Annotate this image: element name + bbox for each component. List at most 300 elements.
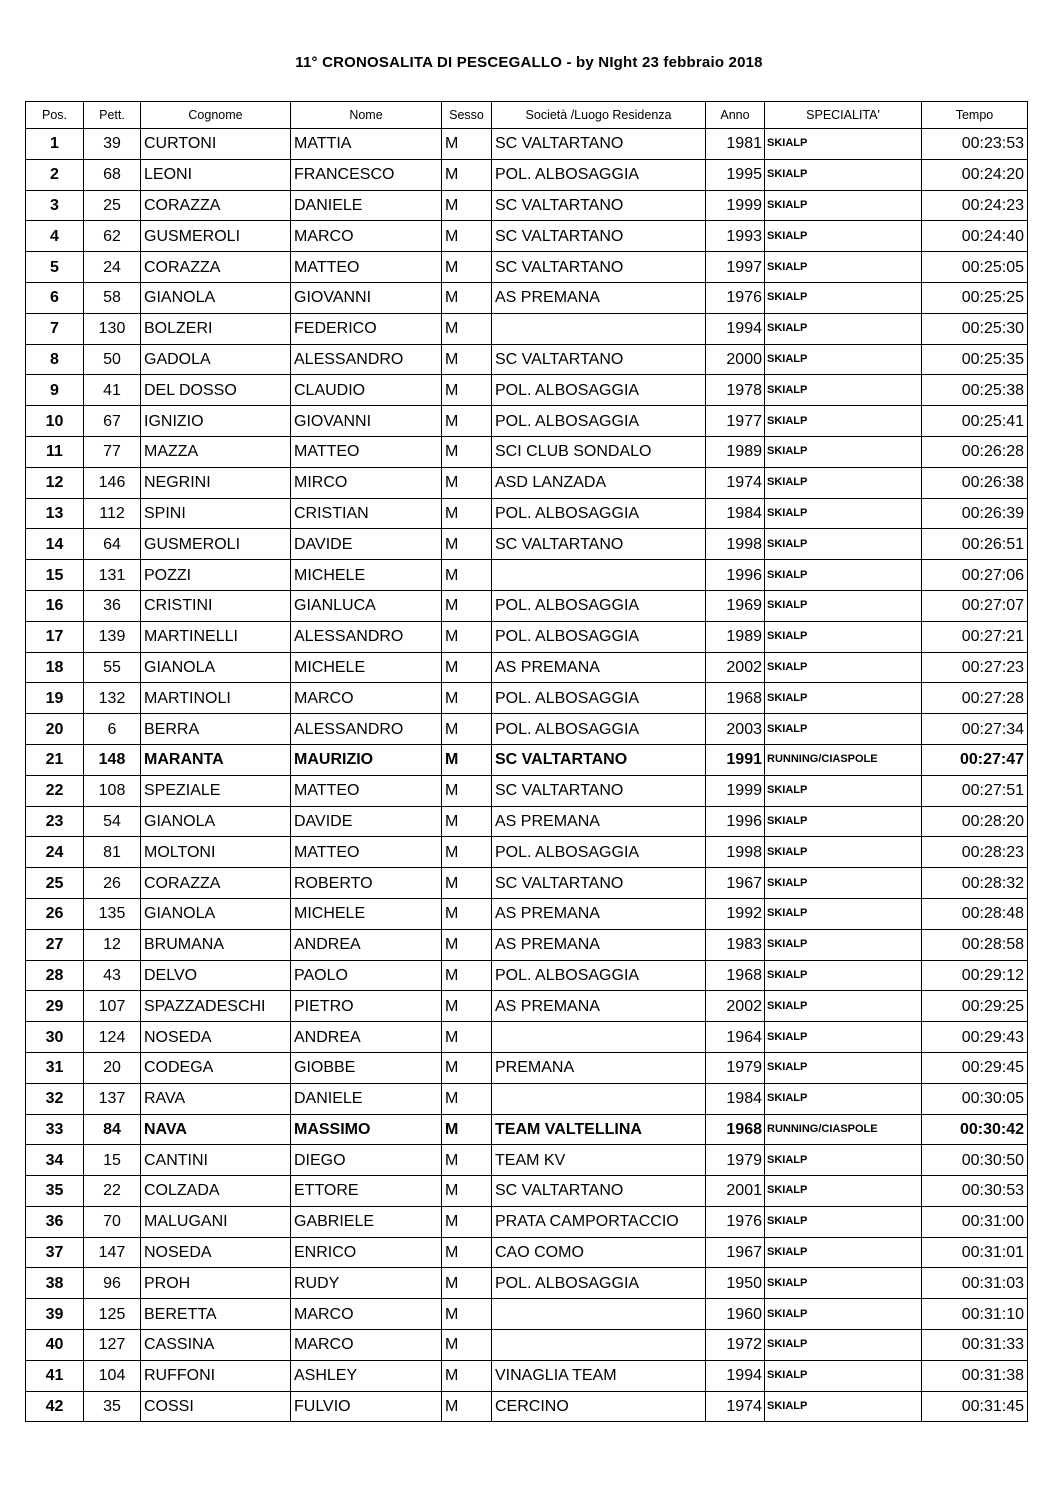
cell-nome: MARCO <box>291 1299 442 1330</box>
cell-specialita: SKIALP <box>765 1268 922 1299</box>
header-societa: Società /Luogo Residenza <box>492 102 706 129</box>
cell-anno: 1974 <box>706 1391 765 1422</box>
cell-societa: SC VALTARTANO <box>492 529 706 560</box>
cell-pos: 33 <box>26 1114 84 1145</box>
cell-specialita: SKIALP <box>765 929 922 960</box>
cell-sesso: M <box>442 159 492 190</box>
cell-societa: SC VALTARTANO <box>492 775 706 806</box>
cell-sesso: M <box>442 683 492 714</box>
cell-pos: 34 <box>26 1145 84 1176</box>
cell-pos: 20 <box>26 714 84 745</box>
cell-societa: AS PREMANA <box>492 929 706 960</box>
cell-pett: 104 <box>84 1360 141 1391</box>
cell-sesso: M <box>442 1299 492 1330</box>
cell-anno: 1968 <box>706 960 765 991</box>
table-row <box>26 129 1028 160</box>
table-row <box>26 1114 1028 1145</box>
cell-tempo: 00:31:10 <box>922 1299 1028 1330</box>
cell-sesso: M <box>442 652 492 683</box>
cell-nome: GIOVANNI <box>291 406 442 437</box>
table-row <box>26 898 1028 929</box>
cell-sesso: M <box>442 590 492 621</box>
cell-pett: 131 <box>84 560 141 591</box>
cell-societa: SC VALTARTANO <box>492 1176 706 1207</box>
cell-pos: 7 <box>26 313 84 344</box>
cell-pos: 4 <box>26 221 84 252</box>
cell-cognome: RAVA <box>141 1083 291 1114</box>
cell-tempo: 00:31:38 <box>922 1360 1028 1391</box>
cell-tempo: 00:26:38 <box>922 467 1028 498</box>
cell-anno: 1996 <box>706 560 765 591</box>
cell-societa: POL. ALBOSAGGIA <box>492 375 706 406</box>
cell-societa: POL. ALBOSAGGIA <box>492 159 706 190</box>
cell-specialita: SKIALP <box>765 529 922 560</box>
cell-anno: 1996 <box>706 806 765 837</box>
cell-cognome: DELVO <box>141 960 291 991</box>
cell-cognome: NEGRINI <box>141 467 291 498</box>
cell-tempo: 00:27:06 <box>922 560 1028 591</box>
cell-tempo: 00:27:47 <box>922 744 1028 775</box>
cell-pett: 6 <box>84 714 141 745</box>
cell-pos: 14 <box>26 529 84 560</box>
table-row <box>26 159 1028 190</box>
cell-pos: 24 <box>26 837 84 868</box>
cell-nome: MAURIZIO <box>291 744 442 775</box>
cell-pett: 68 <box>84 159 141 190</box>
cell-pett: 41 <box>84 375 141 406</box>
page-title: 11° CRONOSALITA DI PESCEGALLO - by NIght 23 febbraio 2018 <box>295 54 763 71</box>
cell-anno: 1967 <box>706 868 765 899</box>
cell-cognome: MOLTONI <box>141 837 291 868</box>
cell-societa <box>492 560 706 591</box>
cell-anno: 1989 <box>706 436 765 467</box>
cell-pett: 35 <box>84 1391 141 1422</box>
cell-pos: 22 <box>26 775 84 806</box>
table-row <box>26 960 1028 991</box>
cell-cognome: COLZADA <box>141 1176 291 1207</box>
cell-societa: AS PREMANA <box>492 652 706 683</box>
table-row <box>26 344 1028 375</box>
cell-cognome: CURTONI <box>141 129 291 160</box>
cell-pos: 39 <box>26 1299 84 1330</box>
cell-pos: 32 <box>26 1083 84 1114</box>
cell-tempo: 00:28:32 <box>922 868 1028 899</box>
cell-pett: 108 <box>84 775 141 806</box>
cell-specialita: RUNNING/CIASPOLE <box>765 744 922 775</box>
cell-nome: CLAUDIO <box>291 375 442 406</box>
cell-societa: POL. ALBOSAGGIA <box>492 714 706 745</box>
cell-pos: 19 <box>26 683 84 714</box>
cell-tempo: 00:30:50 <box>922 1145 1028 1176</box>
table-row <box>26 621 1028 652</box>
cell-pos: 10 <box>26 406 84 437</box>
cell-pett: 36 <box>84 590 141 621</box>
cell-cognome: CORAZZA <box>141 190 291 221</box>
cell-anno: 1997 <box>706 252 765 283</box>
cell-tempo: 00:29:12 <box>922 960 1028 991</box>
cell-anno: 1969 <box>706 590 765 621</box>
cell-nome: MIRCO <box>291 467 442 498</box>
cell-pett: 55 <box>84 652 141 683</box>
cell-pos: 12 <box>26 467 84 498</box>
cell-pos: 21 <box>26 744 84 775</box>
cell-tempo: 00:27:34 <box>922 714 1028 745</box>
table-row <box>26 1206 1028 1237</box>
cell-specialita: SKIALP <box>765 560 922 591</box>
cell-cognome: GIANOLA <box>141 806 291 837</box>
table-row <box>26 1268 1028 1299</box>
cell-nome: RUDY <box>291 1268 442 1299</box>
cell-sesso: M <box>442 252 492 283</box>
cell-societa: POL. ALBOSAGGIA <box>492 683 706 714</box>
cell-anno: 1981 <box>706 129 765 160</box>
cell-anno: 1967 <box>706 1237 765 1268</box>
cell-pos: 41 <box>26 1360 84 1391</box>
cell-sesso: M <box>442 1145 492 1176</box>
cell-cognome: COSSI <box>141 1391 291 1422</box>
cell-tempo: 00:30:53 <box>922 1176 1028 1207</box>
cell-societa: AS PREMANA <box>492 898 706 929</box>
table-row <box>26 190 1028 221</box>
cell-anno: 1977 <box>706 406 765 437</box>
cell-cognome: BOLZERI <box>141 313 291 344</box>
cell-societa: POL. ALBOSAGGIA <box>492 590 706 621</box>
cell-anno: 1998 <box>706 529 765 560</box>
cell-societa: POL. ALBOSAGGIA <box>492 837 706 868</box>
cell-pos: 38 <box>26 1268 84 1299</box>
cell-pett: 67 <box>84 406 141 437</box>
cell-tempo: 00:31:33 <box>922 1330 1028 1361</box>
cell-cognome: SPEZIALE <box>141 775 291 806</box>
cell-pos: 17 <box>26 621 84 652</box>
cell-pett: 70 <box>84 1206 141 1237</box>
cell-specialita: SKIALP <box>765 898 922 929</box>
table-row <box>26 1360 1028 1391</box>
cell-cognome: MAZZA <box>141 436 291 467</box>
cell-anno: 1976 <box>706 1206 765 1237</box>
cell-nome: GABRIELE <box>291 1206 442 1237</box>
cell-tempo: 00:31:01 <box>922 1237 1028 1268</box>
cell-tempo: 00:27:21 <box>922 621 1028 652</box>
cell-sesso: M <box>442 1022 492 1053</box>
cell-sesso: M <box>442 313 492 344</box>
cell-nome: CRISTIAN <box>291 498 442 529</box>
cell-nome: MICHELE <box>291 898 442 929</box>
cell-sesso: M <box>442 744 492 775</box>
cell-pett: 20 <box>84 1052 141 1083</box>
cell-societa: POL. ALBOSAGGIA <box>492 406 706 437</box>
cell-nome: FEDERICO <box>291 313 442 344</box>
cell-pos: 13 <box>26 498 84 529</box>
cell-sesso: M <box>442 806 492 837</box>
table-row <box>26 252 1028 283</box>
cell-cognome: CORAZZA <box>141 252 291 283</box>
cell-societa: ASD LANZADA <box>492 467 706 498</box>
cell-anno: 1950 <box>706 1268 765 1299</box>
table-row <box>26 683 1028 714</box>
cell-nome: MICHELE <box>291 652 442 683</box>
cell-societa: POL. ALBOSAGGIA <box>492 1268 706 1299</box>
cell-anno: 1964 <box>706 1022 765 1053</box>
cell-tempo: 00:25:30 <box>922 313 1028 344</box>
cell-societa: AS PREMANA <box>492 991 706 1022</box>
cell-pos: 5 <box>26 252 84 283</box>
cell-specialita: SKIALP <box>765 991 922 1022</box>
cell-pos: 30 <box>26 1022 84 1053</box>
cell-anno: 1972 <box>706 1330 765 1361</box>
table-row <box>26 868 1028 899</box>
cell-societa: AS PREMANA <box>492 282 706 313</box>
table-row <box>26 1022 1028 1053</box>
cell-pos: 6 <box>26 282 84 313</box>
cell-nome: ROBERTO <box>291 868 442 899</box>
cell-pos: 1 <box>26 129 84 160</box>
cell-specialita: SKIALP <box>765 960 922 991</box>
cell-tempo: 00:24:40 <box>922 221 1028 252</box>
cell-tempo: 00:28:20 <box>922 806 1028 837</box>
results-table <box>25 101 1028 1422</box>
cell-anno: 1979 <box>706 1052 765 1083</box>
cell-tempo: 00:25:05 <box>922 252 1028 283</box>
cell-sesso: M <box>442 344 492 375</box>
cell-nome: GIOBBE <box>291 1052 442 1083</box>
cell-pos: 8 <box>26 344 84 375</box>
cell-anno: 1978 <box>706 375 765 406</box>
cell-specialita: SKIALP <box>765 221 922 252</box>
cell-specialita: SKIALP <box>765 467 922 498</box>
cell-specialita: SKIALP <box>765 129 922 160</box>
cell-nome: DAVIDE <box>291 806 442 837</box>
cell-tempo: 00:29:45 <box>922 1052 1028 1083</box>
cell-nome: FULVIO <box>291 1391 442 1422</box>
cell-sesso: M <box>442 898 492 929</box>
table-row <box>26 652 1028 683</box>
cell-cognome: GIANOLA <box>141 652 291 683</box>
cell-specialita: SKIALP <box>765 1206 922 1237</box>
cell-nome: DANIELE <box>291 190 442 221</box>
cell-cognome: NAVA <box>141 1114 291 1145</box>
cell-nome: ASHLEY <box>291 1360 442 1391</box>
cell-pos: 26 <box>26 898 84 929</box>
cell-anno: 1993 <box>706 221 765 252</box>
cell-societa: TEAM KV <box>492 1145 706 1176</box>
cell-sesso: M <box>442 1052 492 1083</box>
cell-nome: MICHELE <box>291 560 442 591</box>
header-nome: Nome <box>291 102 442 129</box>
table-row <box>26 436 1028 467</box>
table-row <box>26 1083 1028 1114</box>
cell-specialita: SKIALP <box>765 1237 922 1268</box>
cell-tempo: 00:30:42 <box>922 1114 1028 1145</box>
cell-cognome: GADOLA <box>141 344 291 375</box>
cell-sesso: M <box>442 1206 492 1237</box>
cell-tempo: 00:26:39 <box>922 498 1028 529</box>
cell-nome: DIEGO <box>291 1145 442 1176</box>
table-row <box>26 1391 1028 1422</box>
cell-societa: CAO COMO <box>492 1237 706 1268</box>
cell-pett: 81 <box>84 837 141 868</box>
cell-societa <box>492 1022 706 1053</box>
table-row <box>26 221 1028 252</box>
cell-specialita: SKIALP <box>765 1052 922 1083</box>
cell-pett: 107 <box>84 991 141 1022</box>
cell-cognome: POZZI <box>141 560 291 591</box>
table-row <box>26 1237 1028 1268</box>
cell-tempo: 00:31:00 <box>922 1206 1028 1237</box>
header-row <box>26 102 1028 129</box>
cell-pett: 62 <box>84 221 141 252</box>
table-row <box>26 313 1028 344</box>
cell-pett: 112 <box>84 498 141 529</box>
table-row <box>26 1052 1028 1083</box>
cell-cognome: MARTINOLI <box>141 683 291 714</box>
cell-specialita: SKIALP <box>765 837 922 868</box>
cell-nome: MARCO <box>291 1330 442 1361</box>
cell-sesso: M <box>442 775 492 806</box>
cell-tempo: 00:27:28 <box>922 683 1028 714</box>
cell-societa: SCI CLUB SONDALO <box>492 436 706 467</box>
cell-nome: MARCO <box>291 221 442 252</box>
table-row <box>26 498 1028 529</box>
cell-specialita: SKIALP <box>765 652 922 683</box>
cell-cognome: IGNIZIO <box>141 406 291 437</box>
cell-sesso: M <box>442 991 492 1022</box>
cell-tempo: 00:28:23 <box>922 837 1028 868</box>
cell-societa: PRATA CAMPORTACCIO <box>492 1206 706 1237</box>
cell-specialita: SKIALP <box>765 190 922 221</box>
cell-sesso: M <box>442 1176 492 1207</box>
cell-pos: 27 <box>26 929 84 960</box>
cell-pos: 42 <box>26 1391 84 1422</box>
header-tempo: Tempo <box>922 102 1028 129</box>
cell-nome: MATTEO <box>291 837 442 868</box>
table-row <box>26 1145 1028 1176</box>
table-row <box>26 282 1028 313</box>
table-row <box>26 560 1028 591</box>
cell-pett: 84 <box>84 1114 141 1145</box>
cell-pett: 24 <box>84 252 141 283</box>
header-pett: Pett. <box>84 102 141 129</box>
cell-cognome: MARTINELLI <box>141 621 291 652</box>
cell-cognome: CRISTINI <box>141 590 291 621</box>
cell-nome: ETTORE <box>291 1176 442 1207</box>
cell-cognome: SPAZZADESCHI <box>141 991 291 1022</box>
cell-sesso: M <box>442 1330 492 1361</box>
table-row <box>26 744 1028 775</box>
cell-sesso: M <box>442 621 492 652</box>
cell-nome: MATTIA <box>291 129 442 160</box>
cell-anno: 1968 <box>706 1114 765 1145</box>
cell-specialita: SKIALP <box>765 313 922 344</box>
cell-specialita: SKIALP <box>765 868 922 899</box>
cell-tempo: 00:31:45 <box>922 1391 1028 1422</box>
cell-tempo: 00:27:07 <box>922 590 1028 621</box>
cell-pett: 12 <box>84 929 141 960</box>
cell-pett: 50 <box>84 344 141 375</box>
cell-tempo: 00:28:48 <box>922 898 1028 929</box>
cell-pos: 28 <box>26 960 84 991</box>
cell-pett: 77 <box>84 436 141 467</box>
cell-pett: 22 <box>84 1176 141 1207</box>
cell-sesso: M <box>442 1391 492 1422</box>
cell-cognome: GUSMEROLI <box>141 221 291 252</box>
table-row <box>26 806 1028 837</box>
cell-pett: 96 <box>84 1268 141 1299</box>
cell-tempo: 00:23:53 <box>922 129 1028 160</box>
cell-pett: 124 <box>84 1022 141 1053</box>
cell-societa: PREMANA <box>492 1052 706 1083</box>
cell-societa <box>492 313 706 344</box>
cell-tempo: 00:30:05 <box>922 1083 1028 1114</box>
cell-sesso: M <box>442 221 492 252</box>
cell-pett: 148 <box>84 744 141 775</box>
cell-cognome: BERETTA <box>141 1299 291 1330</box>
cell-pos: 37 <box>26 1237 84 1268</box>
cell-anno: 1984 <box>706 1083 765 1114</box>
cell-specialita: SKIALP <box>765 1330 922 1361</box>
table-row <box>26 1330 1028 1361</box>
cell-nome: DANIELE <box>291 1083 442 1114</box>
cell-sesso: M <box>442 1083 492 1114</box>
cell-nome: FRANCESCO <box>291 159 442 190</box>
table-row <box>26 775 1028 806</box>
cell-societa: POL. ALBOSAGGIA <box>492 498 706 529</box>
table-row <box>26 1176 1028 1207</box>
cell-nome: GIANLUCA <box>291 590 442 621</box>
cell-nome: ALESSANDRO <box>291 714 442 745</box>
cell-sesso: M <box>442 960 492 991</box>
cell-anno: 2001 <box>706 1176 765 1207</box>
cell-sesso: M <box>442 1360 492 1391</box>
cell-tempo: 00:26:51 <box>922 529 1028 560</box>
cell-anno: 1999 <box>706 775 765 806</box>
cell-sesso: M <box>442 837 492 868</box>
cell-specialita: SKIALP <box>765 775 922 806</box>
cell-sesso: M <box>442 436 492 467</box>
cell-anno: 2000 <box>706 344 765 375</box>
cell-tempo: 00:29:25 <box>922 991 1028 1022</box>
cell-pos: 9 <box>26 375 84 406</box>
table-row <box>26 406 1028 437</box>
header-specialita: SPECIALITA' <box>765 102 922 129</box>
cell-pett: 25 <box>84 190 141 221</box>
cell-specialita: SKIALP <box>765 498 922 529</box>
cell-specialita: SKIALP <box>765 252 922 283</box>
cell-anno: 1991 <box>706 744 765 775</box>
cell-specialita: SKIALP <box>765 1299 922 1330</box>
cell-sesso: M <box>442 714 492 745</box>
cell-nome: PAOLO <box>291 960 442 991</box>
cell-cognome: LEONI <box>141 159 291 190</box>
cell-societa: SC VALTARTANO <box>492 129 706 160</box>
cell-pos: 15 <box>26 560 84 591</box>
cell-pett: 58 <box>84 282 141 313</box>
cell-societa: VINAGLIA TEAM <box>492 1360 706 1391</box>
cell-specialita: SKIALP <box>765 1176 922 1207</box>
cell-specialita: SKIALP <box>765 406 922 437</box>
cell-tempo: 00:31:03 <box>922 1268 1028 1299</box>
table-row <box>26 714 1028 745</box>
cell-societa: SC VALTARTANO <box>492 344 706 375</box>
cell-societa: AS PREMANA <box>492 806 706 837</box>
cell-societa: TEAM VALTELLINA <box>492 1114 706 1145</box>
cell-cognome: DEL DOSSO <box>141 375 291 406</box>
cell-sesso: M <box>442 1114 492 1145</box>
cell-sesso: M <box>442 129 492 160</box>
cell-anno: 1974 <box>706 467 765 498</box>
cell-pos: 36 <box>26 1206 84 1237</box>
cell-nome: MATTEO <box>291 252 442 283</box>
